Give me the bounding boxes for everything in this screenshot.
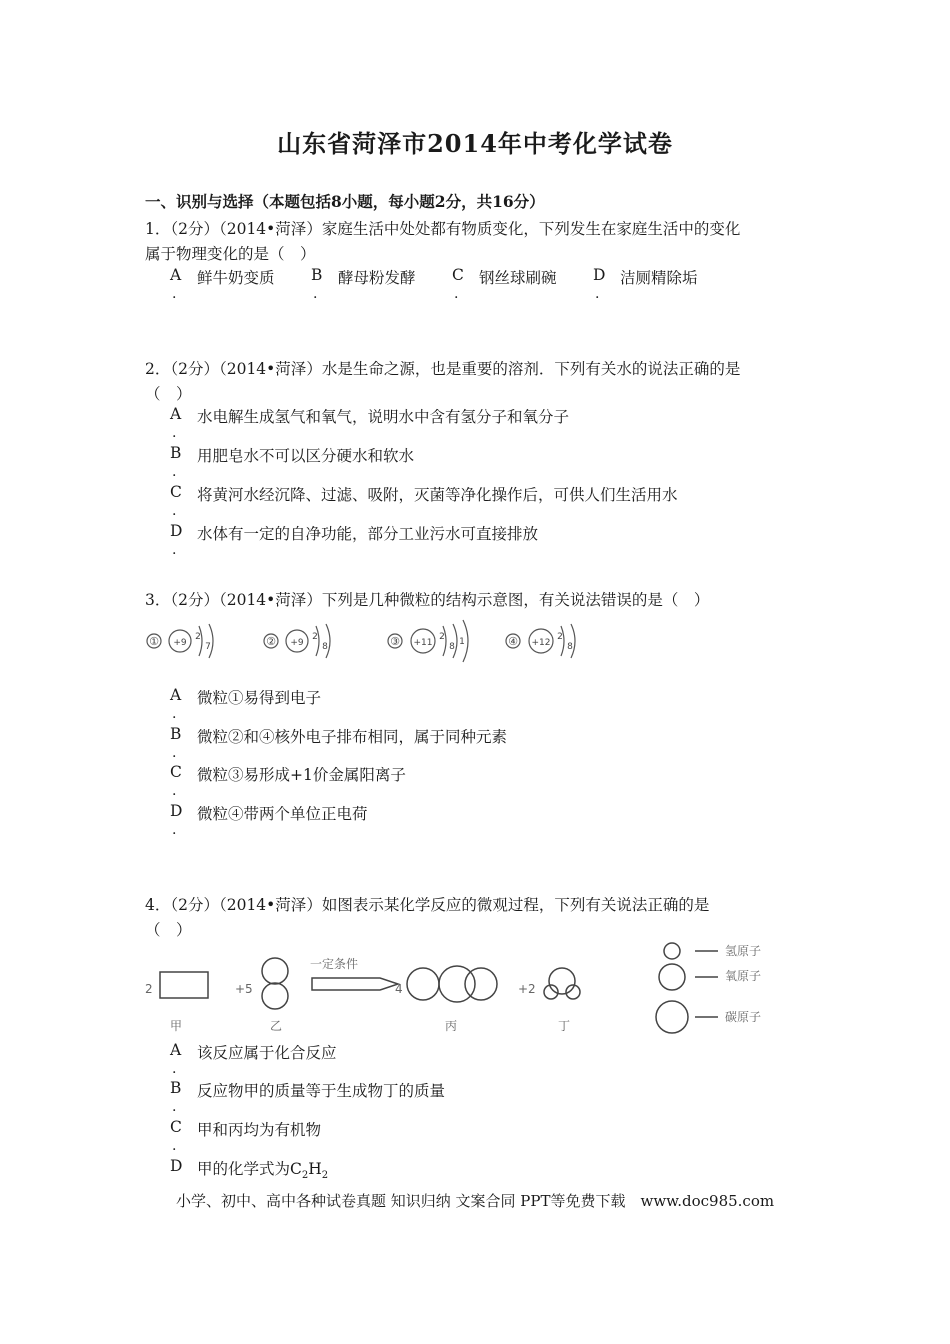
- molecule-yi-top: [262, 958, 288, 984]
- legend-oxygen-icon: [659, 964, 685, 990]
- molecule-yi-bottom: [262, 983, 288, 1009]
- q3-option-d-dot: .: [172, 822, 177, 838]
- q1-option-d-dot: .: [595, 286, 600, 302]
- q3-option-d-letter: D: [170, 802, 183, 820]
- q2-option-a-letter: A: [170, 405, 182, 423]
- particle-4-nucleus: +12: [531, 638, 551, 648]
- q4-option-d-text: [197, 1157, 328, 1181]
- q1-option-b-dot: .: [313, 286, 318, 302]
- particle-3-shell-1: 2: [439, 632, 445, 642]
- reaction-condition: 一定条件: [310, 957, 359, 971]
- q3-option-b-dot: .: [172, 745, 177, 761]
- q2-stem-line2: （ ）: [145, 385, 192, 403]
- q2-option-c-letter: C: [170, 483, 182, 501]
- q4-option-c-dot: .: [172, 1138, 177, 1154]
- q4-option-c-text: 甲和丙均为有机物: [197, 1121, 322, 1139]
- q2-option-d-dot: .: [172, 542, 177, 558]
- q1-option-b-letter: B: [311, 266, 323, 284]
- q4-option-d-sub1: 2: [301, 1170, 309, 1182]
- footer-ad: 小学、初中、高中各种试卷真题 知识归纳 文案合同 PPT等免费下载 www.doc985.com: [176, 1192, 775, 1210]
- q1-option-a-text: 鲜牛奶变质: [197, 269, 275, 287]
- q3-option-a-letter: A: [170, 686, 182, 704]
- coef-jia: 2: [145, 982, 153, 996]
- q2-option-d-letter: D: [170, 522, 183, 540]
- q4-option-a-letter: A: [170, 1041, 182, 1059]
- legend-oxygen: 氧原子: [725, 969, 762, 983]
- q1-option-c-dot: .: [454, 286, 459, 302]
- q4-stem-line1: 4．（2分）（2014•菏泽）如图表示某化学反应的微观过程，下列有关说法正确的是: [145, 896, 710, 914]
- q4-option-b-text: 反应物甲的质量等于生成物丁的质量: [197, 1082, 446, 1100]
- coef-yi: +5: [235, 982, 253, 996]
- particle-1-nucleus: +9: [173, 638, 187, 648]
- q4-option-c-letter: C: [170, 1118, 182, 1136]
- q4-stem-line2: （ ）: [145, 921, 192, 939]
- coef-bing: 4: [395, 982, 403, 996]
- name-ding: 丁: [558, 1019, 571, 1033]
- coef-ding: +2: [518, 982, 536, 996]
- q1-option-c-letter: C: [452, 266, 464, 284]
- particle-2-shell-1: 2: [312, 632, 318, 642]
- q2-option-c-dot: .: [172, 503, 177, 519]
- particle-4-shell-1: 2: [557, 632, 563, 642]
- section-heading: 一、识别与选择（本题包括8小题，每小题2分，共16分）: [145, 192, 545, 211]
- q4-option-d-letter: D: [170, 1157, 183, 1175]
- molecule-jia: [160, 972, 208, 998]
- q2-option-a-dot: .: [172, 425, 177, 441]
- legend-hydrogen-icon: [664, 943, 680, 959]
- molecule-bing-right: [465, 968, 497, 1000]
- particle-3-shell-2: 8: [449, 642, 455, 652]
- particle-2-nucleus: +9: [290, 638, 304, 648]
- name-jia: 甲: [170, 1019, 183, 1033]
- particle-4-label: ④: [508, 635, 518, 648]
- legend-hydrogen: 氢原子: [725, 944, 762, 958]
- q2-option-a-text: 水电解生成氢气和氧气，说明水中含有氢分子和氧分子: [197, 408, 570, 426]
- q3-stem-line1: 3．（2分）（2014•菏泽）下列是几种微粒的结构示意图，有关说法错误的是（ ）: [145, 591, 710, 609]
- q3-option-a-dot: .: [172, 706, 177, 722]
- name-bing: 丙: [445, 1019, 458, 1033]
- page-title: 山东省菏泽市2014年中考化学试卷: [277, 129, 673, 158]
- q3-option-b-letter: B: [170, 725, 182, 743]
- reaction-arrow: [312, 978, 398, 990]
- q4-option-d-text-main: 甲的化学式为C: [197, 1160, 302, 1178]
- q4-option-a-text: 该反应属于化合反应: [197, 1044, 337, 1062]
- q4-reaction-figure: [140, 938, 790, 1038]
- q1-option-a-dot: .: [172, 286, 177, 302]
- legend-carbon-icon: [656, 1001, 688, 1033]
- molecule-bing-left: [407, 968, 439, 1000]
- q1-option-b-text: 酵母粉发酵: [338, 269, 416, 287]
- q1-stem-line1: 1．（2分）（2014•菏泽）家庭生活中处处都有物质变化，下列发生在家庭生活中的变化: [145, 220, 741, 238]
- q4-option-b-dot: .: [172, 1099, 177, 1115]
- q2-option-b-text: 用肥皂水不可以区分硬水和软水: [197, 447, 415, 465]
- q2-option-b-dot: .: [172, 464, 177, 480]
- q4-option-a-dot: .: [172, 1061, 177, 1077]
- q1-option-d-letter: D: [593, 266, 606, 284]
- q2-option-c-text: 将黄河水经沉降、过滤、吸附，灭菌等净化操作后，可供人们生活用水: [197, 486, 678, 504]
- q3-option-c-letter: C: [170, 763, 182, 781]
- q3-option-c-text: 微粒③易形成+1价金属阳离子: [197, 766, 406, 784]
- q4-option-d-sub2: 2: [321, 1170, 329, 1182]
- q3-atomic-structure-figure: [143, 616, 593, 666]
- q3-option-b-text: 微粒②和④核外电子排布相同，属于同种元素: [197, 728, 508, 746]
- particle-2-shell-2: 8: [322, 642, 328, 652]
- q4-option-d-mid: H: [308, 1160, 322, 1178]
- q2-stem-line1: 2．（2分）（2014•菏泽）水是生命之源，也是重要的溶剂．下列有关水的说法正确的是: [145, 360, 741, 378]
- molecule-ding-center: [549, 968, 575, 994]
- legend-carbon: 碳原子: [725, 1010, 762, 1024]
- q4-option-b-letter: B: [170, 1079, 182, 1097]
- q3-option-c-dot: .: [172, 783, 177, 799]
- particle-4-shell-2: 8: [567, 642, 573, 652]
- molecule-bing-center: [439, 966, 475, 1002]
- q2-option-b-letter: B: [170, 444, 182, 462]
- name-yi: 乙: [270, 1019, 283, 1033]
- q1-option-a-letter: A: [170, 266, 182, 284]
- particle-3-shell-3: 1: [459, 637, 465, 647]
- particle-1-label: ①: [149, 635, 159, 648]
- particle-3-label: ③: [390, 635, 400, 648]
- q1-stem-line2: 属于物理变化的是（ ）: [145, 245, 316, 263]
- particle-1-shell-1: 2: [195, 632, 201, 642]
- particle-2-label: ②: [266, 635, 276, 648]
- particle-3-nucleus: +11: [413, 638, 433, 648]
- q3-option-a-text: 微粒①易得到电子: [197, 689, 322, 707]
- q2-option-d-text: 水体有一定的自净功能，部分工业污水可直接排放: [197, 525, 539, 543]
- q1-option-c-text: 钢丝球刷碗: [479, 269, 557, 287]
- particle-1-shell-2: 7: [205, 642, 211, 652]
- q3-option-d-text: 微粒④带两个单位正电荷: [197, 805, 368, 823]
- q1-option-d-text: 洁厕精除垢: [620, 269, 698, 287]
